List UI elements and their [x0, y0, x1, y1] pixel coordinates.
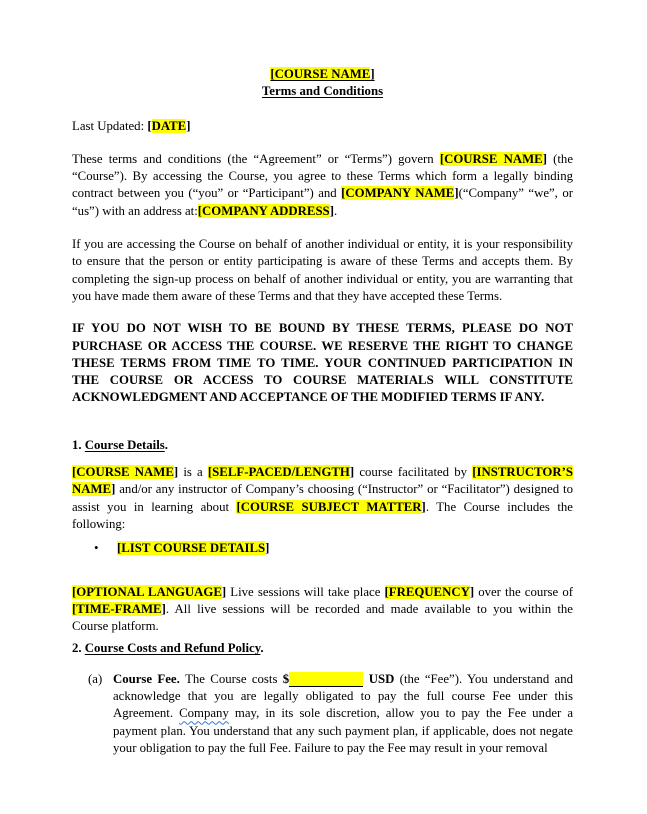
course-fee-list-item	[72, 671, 573, 757]
text-run: course facilitated by	[354, 465, 473, 480]
text-run: .	[260, 641, 264, 656]
text-run: and/or any instructor of Company’s choosing (“Instructor” or “Facilitator”) designed to assist you in learning about	[72, 482, 573, 514]
text-run: The Course costs	[185, 671, 283, 686]
text-run: (the “Course”). By accessing the Course, you agree to these Terms which form a legally binding contract between you (“you” or “Participant”) and	[72, 151, 573, 201]
text-run: Live sessions will take place	[226, 584, 385, 599]
text-run: over the course of	[474, 584, 573, 599]
text-run: [COMPANY NAME	[341, 186, 455, 201]
document-title	[72, 66, 573, 101]
text-run: ]	[265, 541, 270, 556]
text-run: ]	[370, 67, 375, 81]
section-2-heading	[72, 640, 573, 657]
text-run: Last Updated:	[72, 118, 148, 133]
text-run	[289, 672, 363, 687]
last-updated-line	[72, 118, 573, 135]
text-run: ]	[173, 465, 179, 480]
text-run: [	[147, 118, 152, 133]
text-run: If you are accessing the Course on behalf of another individual or entity, it is your responsibility to ensure that the person or entity participating is aware of these Terms and accepts them. By completing the sign-up process on behalf of another individual or entity, you are warranting that you have made them aware of these Terms and that they have accepted these Terms.	[72, 237, 573, 303]
intro-paragraph	[72, 151, 573, 220]
text-run: [COURSE NAME	[439, 151, 543, 166]
text-run: [TIME-FRAME	[72, 601, 162, 616]
bullet-icon: •	[94, 541, 99, 556]
text-run: [SELF-PACED/LENGTH	[207, 465, 350, 480]
text-run: ]	[454, 186, 459, 201]
section-1-paragraph	[72, 464, 573, 533]
document-content	[72, 66, 573, 757]
text-run: 1.	[72, 437, 85, 452]
text-run: (the “Fee”). You understand and acknowledge that you are legally obligated to pay the full course Fee under this Agreement.	[113, 671, 574, 721]
text-run: USD	[368, 671, 395, 686]
text-run: . All live sessions will be recorded and made available to you within the Course platform.	[72, 601, 573, 634]
text-run: [LIST COURSE DETAILS	[117, 541, 266, 556]
text-run: IF YOU DO NOT WISH TO BE BOUND BY THESE TERMS, PLEASE DO NOT PURCHASE OR ACCESS THE COURSE. WE RESERVE THE RIGHT TO CHANGE THESE TERMS FROM TIME TO TIME. YOUR CONTINUED PARTICIPATION IN THE COURSE OR ACCESS TO COURSE MATERIALS WILL CONSTITUTE ACKNOWLEDGMENT AND ACCEPTANCE OF THE MODIFIED TERMS IF ANY.	[72, 321, 573, 405]
course-details-bullet-item	[72, 540, 573, 557]
text-run: These terms and conditions (the “Agreement” or “Terms”) govern	[72, 151, 440, 166]
text-run: ]	[349, 465, 355, 480]
text-run: Course Fee.	[113, 671, 186, 686]
text-run: ]	[111, 482, 116, 497]
text-run: .	[164, 437, 168, 452]
section-1-heading	[72, 437, 573, 454]
behalf-paragraph	[72, 236, 573, 305]
live-sessions-paragraph	[72, 584, 573, 636]
text-run: is a	[178, 465, 208, 480]
text-run: ]	[469, 584, 475, 599]
text-run: [COMPANY ADDRESS	[197, 203, 330, 218]
course-fee-paragraph	[113, 671, 573, 757]
text-run: Course Details	[84, 437, 165, 452]
text-run: [COURSE SUBJECT MATTER	[236, 499, 422, 514]
text-run: [INSTRUCTOR’S NAME	[72, 465, 573, 497]
title-terms-line	[72, 83, 573, 100]
text-run: Company	[179, 706, 229, 721]
text-run: .	[333, 203, 338, 218]
text-run: Terms and Conditions	[261, 84, 384, 99]
list-item-label: (a)	[88, 671, 103, 686]
text-run: ]	[186, 118, 191, 133]
text-run: DATE	[151, 118, 187, 133]
title-course-name-line	[72, 66, 573, 83]
text-run: . The Course includes the following:	[72, 499, 573, 531]
text-run: (“Company” “we”, or “us”) with an address at:	[72, 186, 573, 218]
text-run: [COURSE NAME	[270, 67, 371, 81]
text-run: ]	[221, 584, 227, 599]
text-run: ]	[329, 203, 334, 218]
text-run: may, in its sole discretion, allow you to pay the Fee under a payment plan. You understand that any such payment plan, if applicable, does not negate your obligation to pay the full Fee. Failure to pay the Fee may result in your removal	[113, 706, 574, 755]
text-run: [COURSE NAME	[72, 465, 174, 480]
text-run: ]	[542, 151, 547, 166]
text-run: [OPTIONAL LANGUAGE	[72, 584, 222, 599]
text-run: $	[282, 671, 290, 686]
text-run: 2.	[72, 641, 85, 656]
text-run: ]	[161, 601, 166, 616]
text-run: Course Costs and Refund Policy	[84, 641, 261, 656]
bullet-text	[117, 541, 269, 555]
caps-notice-paragraph	[72, 320, 573, 406]
text-run: ]	[421, 499, 426, 514]
text-run: [FREQUENCY	[384, 584, 470, 599]
